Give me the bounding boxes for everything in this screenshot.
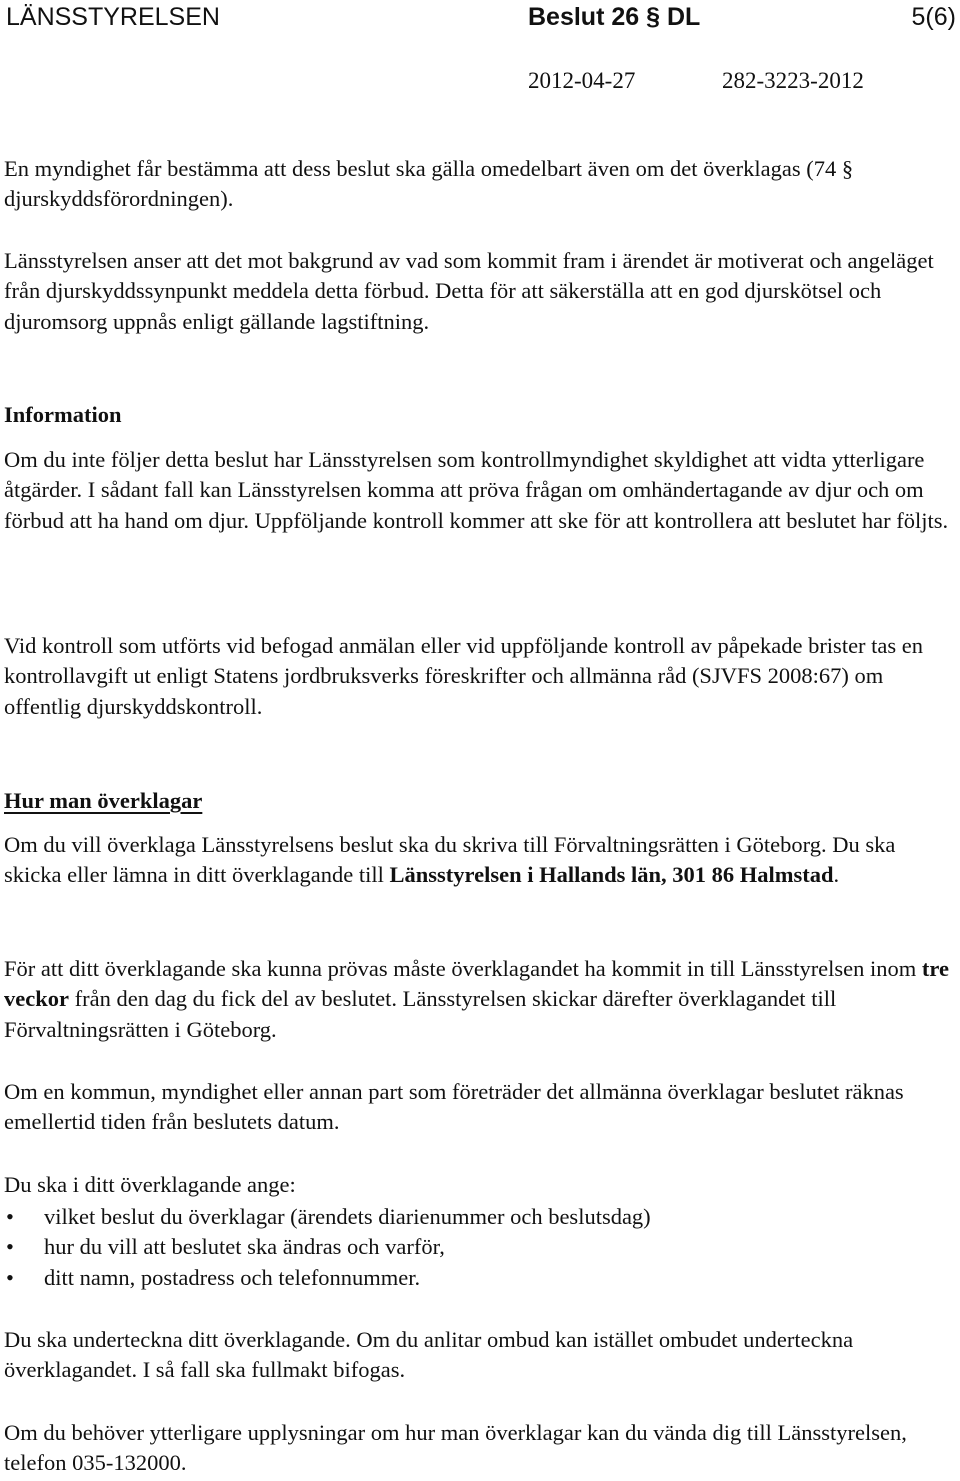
header-date: 2012-04-27: [528, 68, 636, 93]
paragraph-text: .: [833, 862, 840, 888]
list-item-text: ditt namn, postadress och telefonnummer.: [44, 1264, 421, 1290]
paragraph-text: För att ditt överklagande ska kunna prövas måste överklagandet ha kommit in till Länsstyrelsen inom: [4, 956, 922, 981]
appeal-deadline: tre veckor: [4, 956, 949, 1012]
paragraph-text: Om du inte följer detta beslut har Länsstyrelsen som kontrollmyndighet skyldighet att vidta ytterligare åtgärder. I sådant fall kan Länsstyrelsen komma att pröva frågan om omhändertagande av djur och om förbud att ha hand om djur. Uppföljande kontroll kommer att ske för att kontrollera att beslutet har följts.: [4, 447, 949, 533]
paragraph-appeal-contents-intro: [4, 1170, 954, 1200]
paragraph-signature: [4, 1325, 954, 1386]
list-item: [4, 1232, 954, 1262]
paragraph-text: Du ska underteckna ditt överklagande. Om du anlitar ombud kan istället ombudet underteckna överklagandet. I så fall ska fullmakt bifogas.: [4, 1327, 854, 1383]
header-reference-number: 282-3223-2012: [722, 68, 864, 93]
bullet-icon: •: [6, 1264, 14, 1290]
paragraph-contact: [4, 1418, 954, 1479]
paragraph-appeal-address: [4, 830, 954, 891]
heading-how-to-appeal: Hur man överklagar: [4, 788, 203, 813]
list-item-text: hur du vill att beslutet ska ändras och varför,: [44, 1234, 445, 1260]
paragraph-text: Du ska i ditt överklagande ange:: [4, 1172, 296, 1197]
header-organization: LÄNSSTYRELSEN: [6, 3, 220, 31]
paragraph-text: Om en kommun, myndighet eller annan part som företräder det allmänna överklagar beslutet räknas emellertid tiden från beslutets datum.: [4, 1079, 904, 1135]
paragraph-consequences: [4, 445, 954, 536]
paragraph-control-fee: [4, 631, 954, 722]
list-item: [4, 1202, 954, 1232]
header-document-title: Beslut 26 § DL: [528, 3, 701, 31]
appeal-contents-list: [4, 1202, 954, 1293]
heading-information: Information: [4, 402, 122, 427]
paragraph-text: Länsstyrelsen anser att det mot bakgrund av vad som kommit fram i ärendet är motiverat och angeläget från djurskyddssynpunkt meddela detta förbud. Detta för att säkerställa att en god djurskötsel och djuromsorg uppnås enligt gällande lagstiftning.: [4, 248, 934, 334]
paragraph-immediate-effect: [4, 154, 954, 215]
paragraph-text: Om du behöver ytterligare upplysningar om hur man överklagar kan du vända dig till Länsstyrelsen, telefon 035-132000.: [4, 1420, 907, 1476]
paragraph-appeal-deadline: [4, 954, 954, 1045]
bullet-icon: •: [6, 1204, 14, 1229]
paragraph-text: Om du vill överklaga Länsstyrelsens beslut ska du skriva till Förvaltningsrätten i Göteborg. Du ska skicka eller lämna in ditt överklagande till: [4, 832, 896, 888]
paragraph-public-party: [4, 1077, 954, 1138]
paragraph-motivation: [4, 246, 954, 337]
paragraph-text: En myndighet får bestämma att dess beslut ska gälla omedelbart även om det överklagas (74 § djurskyddsförordningen).: [4, 156, 854, 212]
list-item: [4, 1263, 954, 1293]
appeal-address: Länsstyrelsen i Hallands län, 301 86 Halmstad: [389, 862, 834, 888]
list-item-text: vilket beslut du överklagar (ärendets diarienummer och beslutsdag): [44, 1204, 651, 1229]
bullet-icon: •: [6, 1234, 14, 1260]
paragraph-text: från den dag du fick del av beslutet. Länsstyrelsen skickar därefter överklagandet till Förvaltningsrätten i Göteborg.: [4, 986, 837, 1042]
header-page-number: 5(6): [911, 3, 956, 31]
paragraph-text: Vid kontroll som utförts vid befogad anmälan eller vid uppföljande kontroll av påpekade brister tas en kontrollavgift ut enligt Statens jordbruksverks föreskrifter och allmänna råd (SJVFS 2008:67) om offentlig djurskyddskontroll.: [4, 633, 924, 719]
